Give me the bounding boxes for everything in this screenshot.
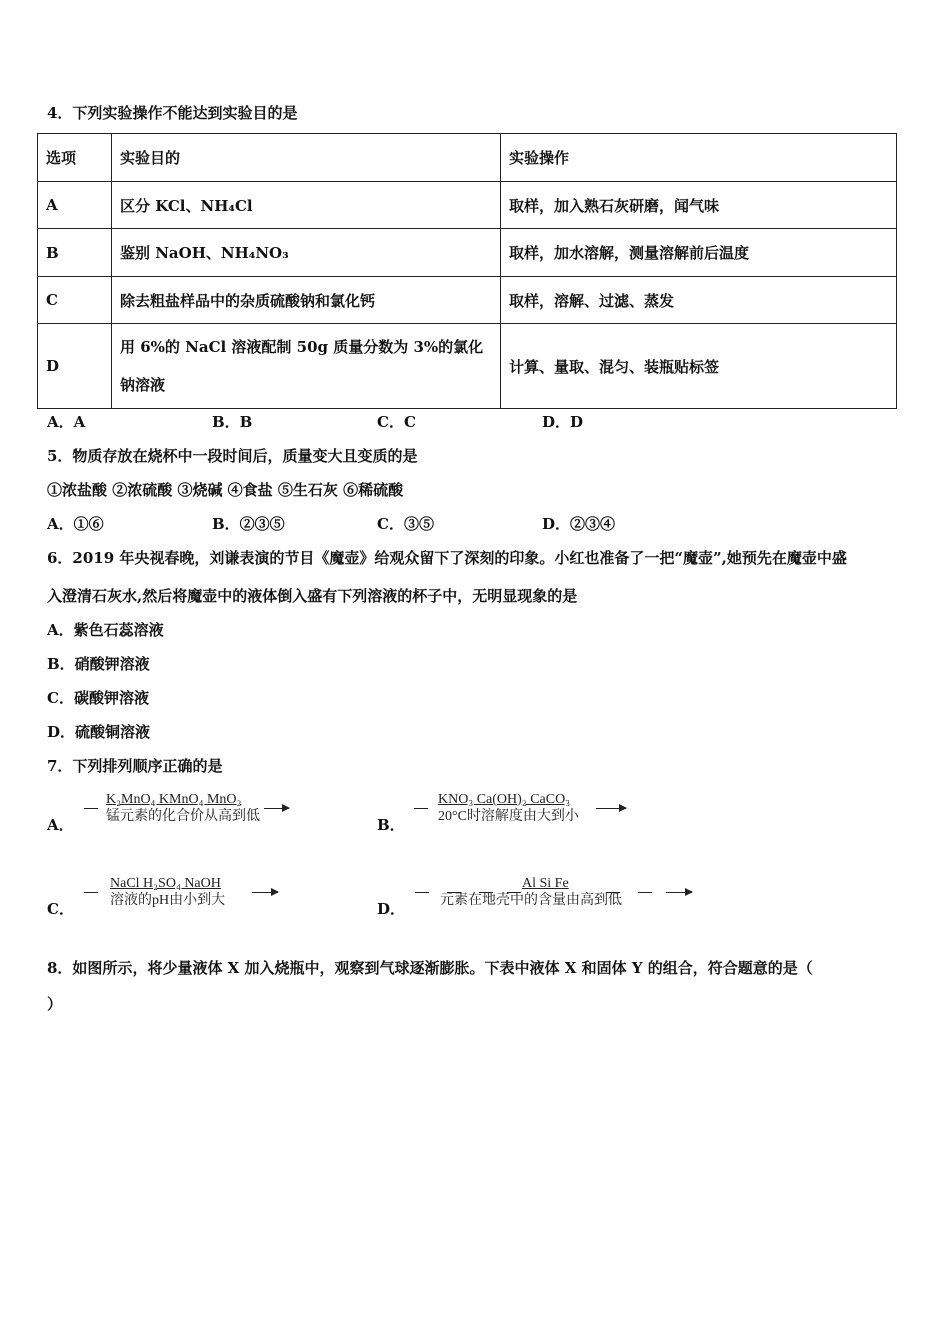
row-operation: 计算、量取、混匀、装瓶贴标签 — [501, 324, 897, 409]
arrow-icon — [596, 808, 626, 809]
arrow-icon — [252, 892, 278, 893]
chain-top — [440, 876, 622, 892]
header-purpose: 实验目的 — [112, 134, 501, 182]
choice-a: A．A — [47, 413, 86, 431]
table-row — [38, 229, 897, 277]
row-purpose — [112, 324, 501, 409]
chain-bottom: 元素在地壳中的含量由高到低 — [440, 893, 622, 908]
arrow-icon — [264, 808, 289, 809]
row-option: A — [38, 182, 112, 229]
chain-top-text: Al Si Fe — [522, 876, 569, 891]
choice-c: C．③⑤ — [377, 515, 434, 533]
choice-d: D．②③④ — [542, 515, 616, 533]
q4-table — [37, 133, 897, 409]
q5-stem: 5．物质存放在烧杯中一段时间后，质量变大且变质的是 — [47, 447, 418, 465]
q7-option-d-label: D． — [377, 900, 406, 918]
q7-option-b-chain — [438, 792, 579, 825]
q7-option-d-chain — [440, 876, 622, 909]
table-row — [38, 277, 897, 324]
dash — [606, 892, 620, 893]
q7-option-a-chain — [106, 792, 260, 825]
chain-bottom: 锰元素的化合价从高到低 — [106, 809, 260, 824]
q7-stem: 7．下列排列顺序正确的是 — [47, 757, 223, 775]
row-purpose-line2: 钠溶液 — [120, 376, 166, 394]
q7-option-b-label: B． — [377, 816, 405, 834]
chain-top: K₂MnO₄ KMnO₄ MnO₂ — [106, 792, 242, 807]
q6-stem-line1: 6．2019 年央视春晚，刘谦表演的节目《魔壶》给观众留下了深刻的印象。小红也准备了一把“魔壶”,她预先在魔壶中盛 — [47, 549, 847, 567]
row-operation: 取样，加水溶解，测量溶解前后温度 — [501, 229, 897, 277]
q6-choice-a: A．紫色石蕊溶液 — [47, 621, 164, 639]
q6-choice-b: B．硝酸钾溶液 — [47, 655, 150, 673]
q7-option-a-label: A． — [47, 816, 74, 834]
chain-top: NaCl H₂SO₄ NaOH — [110, 876, 221, 891]
dash — [638, 892, 652, 893]
row-purpose: 鉴别 NaOH、NH₄NO₃ — [112, 229, 501, 277]
choice-b: B．B — [212, 413, 253, 431]
chain-bottom: 溶液的pH由小到大 — [110, 893, 226, 908]
row-purpose: 除去粗盐样品中的杂质硫酸钠和氯化钙 — [112, 277, 501, 324]
dash — [414, 808, 428, 809]
row-option: C — [38, 277, 112, 324]
dash — [415, 892, 429, 893]
q4-stem: 4．下列实验操作不能达到实验目的是 — [47, 104, 298, 122]
q8-stem-line2: ） — [47, 995, 63, 1013]
dash — [84, 808, 98, 809]
choice-a: A．①⑥ — [47, 515, 104, 533]
table-row — [38, 182, 897, 229]
chain-bottom: 20°C时溶解度由大到小 — [438, 809, 579, 824]
q8-stem-line1: 8．如图所示，将少量液体 X 加入烧瓶中，观察到气球逐渐膨胀。下表中液体 X 和固体 Y 的组合，符合题意的是（ — [47, 959, 813, 977]
q6-choice-d: D．硫酸铜溶液 — [47, 723, 151, 741]
chain-top: KNO₃ Ca(OH)₂ CaCO₃ — [438, 792, 571, 807]
row-operation: 取样，加入熟石灰研磨，闻气味 — [501, 182, 897, 229]
row-purpose-line1: 用 6%的 NaCl 溶液配制 50g 质量分数为 3%的氯化 — [120, 338, 484, 356]
q7-option-c-label: C． — [47, 900, 74, 918]
row-option: B — [38, 229, 112, 277]
table-row — [38, 324, 897, 409]
choice-c: C．C — [377, 413, 416, 431]
row-purpose: 区分 KCl、NH₄Cl — [112, 182, 501, 229]
header-option: 选项 — [38, 134, 112, 182]
q6-stem-line2: 入澄清石灰水,然后将魔壶中的液体倒入盛有下列溶液的杯子中，无明显现象的是 — [47, 587, 578, 605]
dash — [84, 892, 98, 893]
choice-d: D．D — [542, 413, 584, 431]
header-operation: 实验操作 — [501, 134, 897, 182]
q6-choice-c: C．碳酸钾溶液 — [47, 689, 149, 707]
arrow-icon — [666, 892, 692, 893]
q7-option-c-chain — [110, 876, 225, 909]
row-option: D — [38, 324, 112, 409]
choice-b: B．②③⑤ — [212, 515, 285, 533]
q5-items: ①浓盐酸 ②浓硫酸 ③烧碱 ④食盐 ⑤生石灰 ⑥稀硫酸 — [47, 481, 404, 499]
row-operation: 取样，溶解、过滤、蒸发 — [501, 277, 897, 324]
table-header-row — [38, 134, 897, 182]
